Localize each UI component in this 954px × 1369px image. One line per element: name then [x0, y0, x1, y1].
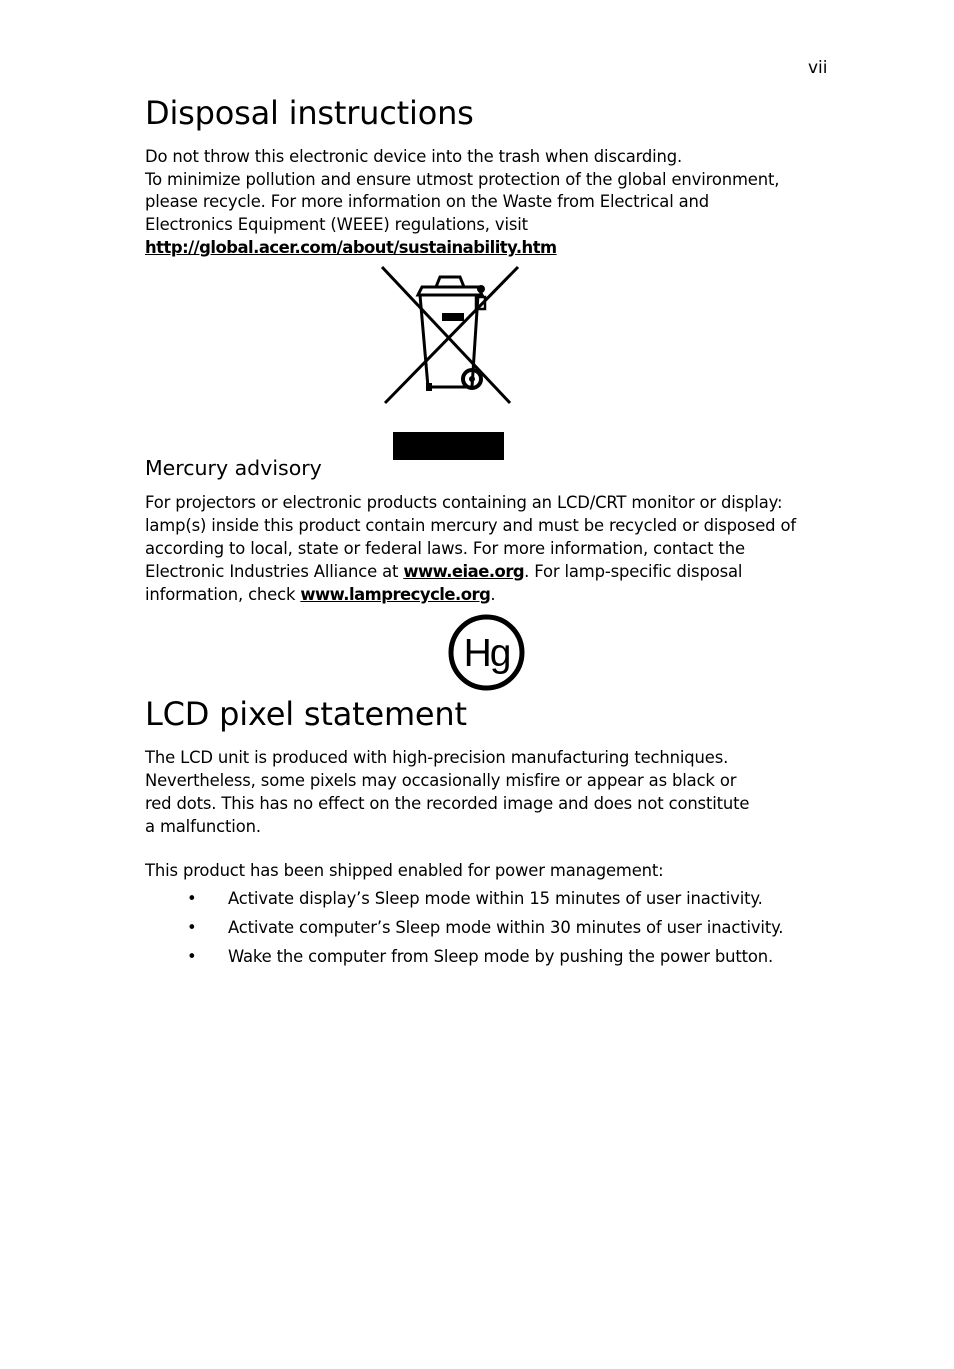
disposal-line: To minimize pollution and ensure utmost protection of the global environment,: [145, 170, 780, 189]
mercury-paragraph: [145, 491, 845, 606]
mercury-hg-icon: [446, 613, 528, 693]
sustainability-link[interactable]: http://global.acer.com/about/sustainability.htm: [145, 238, 557, 257]
bullet-glyph: •: [187, 918, 197, 937]
mercury-line: For projectors or electronic products containing an LCD/CRT monitor or display:: [145, 493, 783, 512]
lcd-line: a malfunction.: [145, 817, 261, 836]
lcd-line: red dots. This has no effect on the recorded image and does not constitute: [145, 794, 750, 813]
mercury-text: information, check: [145, 585, 301, 604]
mercury-line: [145, 560, 845, 583]
mercury-line: lamp(s) inside this product contain mercury and must be recycled or disposed of: [145, 516, 796, 535]
disposal-line: Do not throw this electronic device into the trash when discarding.: [145, 147, 683, 166]
mercury-text: Electronic Industries Alliance at: [145, 562, 404, 581]
bullet-glyph: •: [187, 889, 197, 908]
disposal-line: please recycle. For more information on the Waste from Electrical and: [145, 192, 710, 211]
mercury-line: according to local, state or federal laws. For more information, contact the: [145, 539, 745, 558]
lcd-line: The LCD unit is produced with high-precision manufacturing techniques.: [145, 748, 729, 767]
disposal-heading: Disposal instructions: [145, 94, 474, 132]
mercury-text: .: [490, 585, 496, 604]
list-item-text: Activate computer’s Sleep mode within 30 minutes of user inactivity.: [228, 918, 784, 937]
lamprecycle-link[interactable]: www.lamprecycle.org: [300, 585, 491, 604]
weee-bar: [393, 432, 504, 460]
eiae-link[interactable]: www.eiae.org: [403, 562, 525, 581]
list-item-text: Activate display’s Sleep mode within 15 minutes of user inactivity.: [228, 889, 763, 908]
disposal-paragraph: [145, 145, 845, 259]
bullet-glyph: •: [187, 947, 197, 966]
page-number: vii: [808, 58, 828, 78]
disposal-line: Electronics Equipment (WEEE) regulations, visit: [145, 215, 528, 234]
crossed-out-wheelie-bin-icon: [380, 265, 520, 407]
lcd-line: Nevertheless, some pixels may occasionally misfire or appear as black or: [145, 771, 737, 790]
mercury-text: . For lamp-specific disposal: [524, 562, 743, 581]
list-item-text: Wake the computer from Sleep mode by pushing the power button.: [228, 947, 774, 966]
lcd-heading: LCD pixel statement: [145, 695, 467, 733]
hg-symbol-text: Hg: [463, 632, 510, 675]
mercury-heading: Mercury advisory: [145, 456, 322, 480]
power-intro: This product has been shipped enabled for power management:: [145, 861, 664, 880]
mercury-line: [145, 583, 845, 606]
lcd-paragraph: [145, 746, 845, 838]
